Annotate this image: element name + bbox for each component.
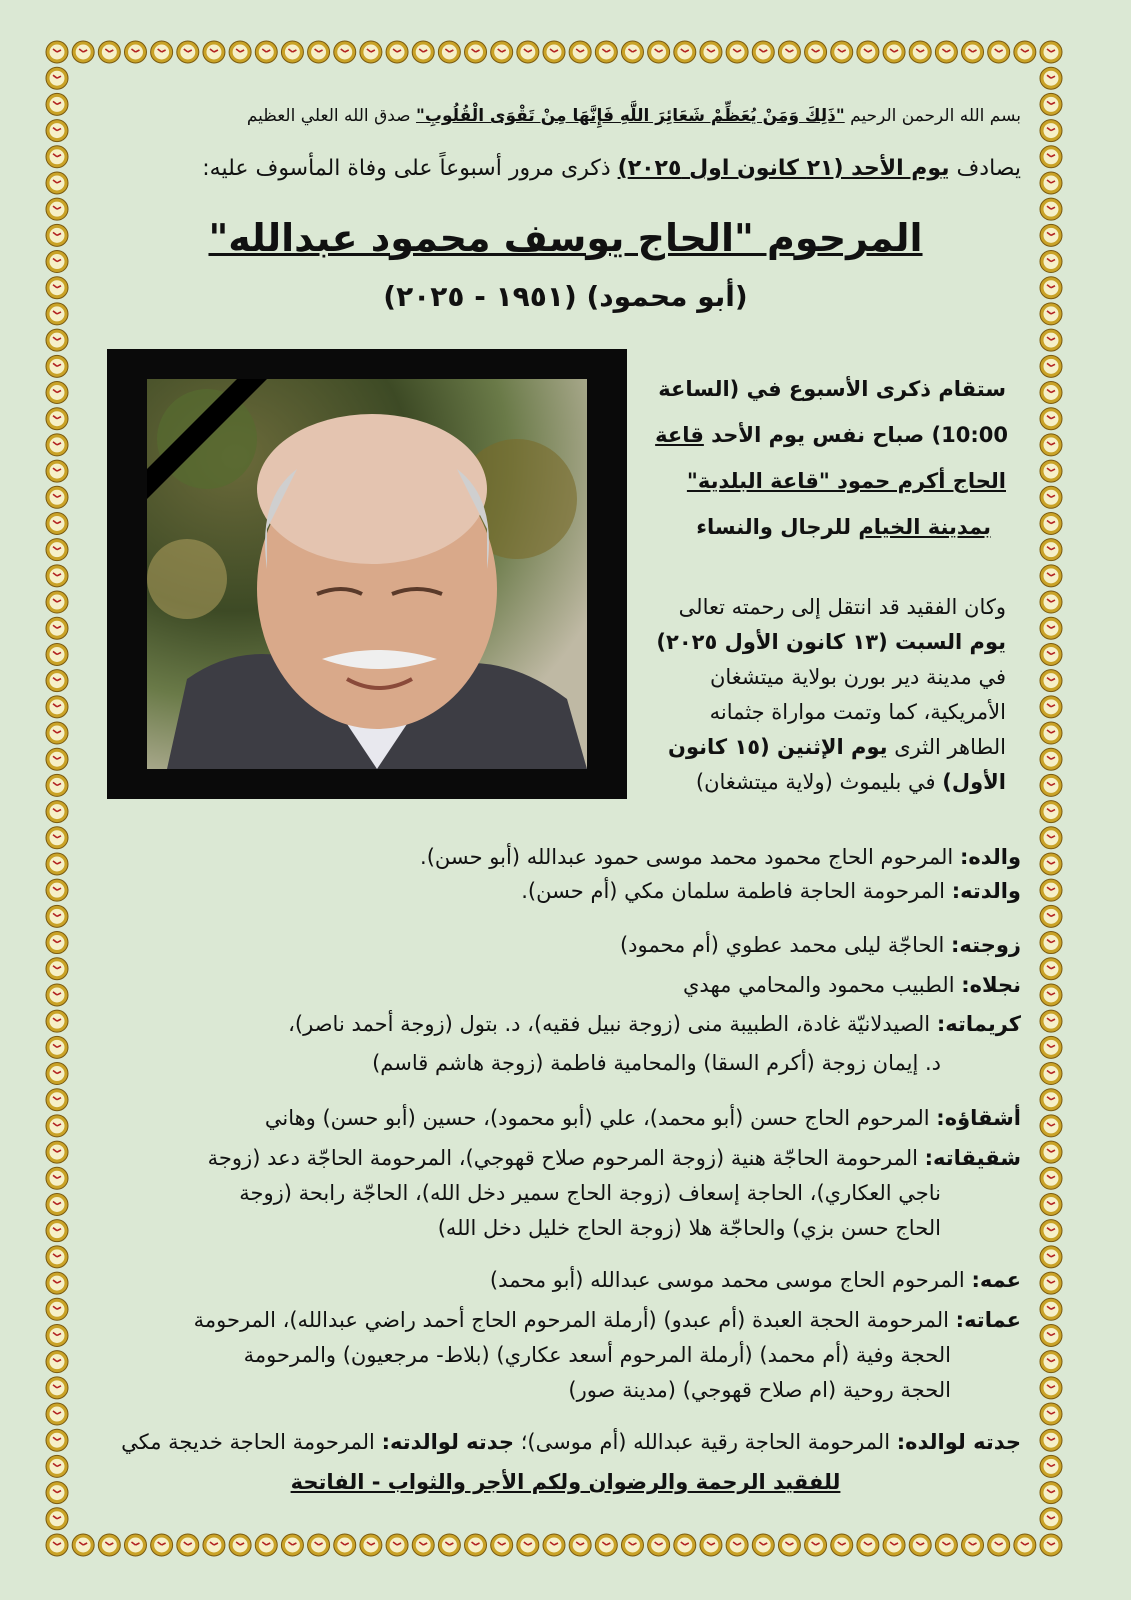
border-clock-icon: [1040, 1298, 1062, 1320]
border-clock-icon: [308, 1534, 330, 1556]
border-clock-icon: [46, 251, 68, 273]
death-line-4: الأمريكية، كما وتمت مواراة جثمانه: [709, 700, 1006, 724]
border-clock-icon: [1040, 1010, 1062, 1032]
border-clock-icon: [1040, 303, 1062, 325]
border-clock-icon: [46, 1403, 68, 1425]
border-clock-icon: [46, 565, 68, 587]
sisters-line-3: الحاج حسن بزي) والحاجّة هلا (زوجة الحاج خليل دخل الله): [437, 1216, 941, 1240]
border-clock-icon: [46, 408, 68, 430]
uncle-line: [100, 1268, 1021, 1292]
border-clock-icon: [1040, 1482, 1062, 1504]
border-clock-icon: [1040, 460, 1062, 482]
brothers: المرحوم الحاج حسن (أبو محمد)، علي (أبو محمود)، حسين (أبو حسن) وهاني: [264, 1106, 930, 1130]
border-clock-icon: [46, 1377, 68, 1399]
border-clock-icon: [46, 355, 68, 377]
border-clock-icon: [1040, 224, 1062, 246]
border-clock-icon: [46, 512, 68, 534]
border-clock-icon: [700, 1534, 722, 1556]
border-clock-icon: [1040, 67, 1062, 89]
border-clock-icon: [674, 41, 696, 63]
border-clock-icon: [1040, 93, 1062, 115]
border-clock-icon: [438, 1534, 460, 1556]
border-clock-icon: [1040, 1429, 1062, 1451]
border-clock-icon: [46, 1455, 68, 1477]
death-line-6: [626, 770, 1006, 794]
border-clock-icon: [988, 41, 1010, 63]
border-clock-icon: [935, 41, 957, 63]
border-clock-icon: [1040, 277, 1062, 299]
ceremony-hall: قاعة: [655, 423, 704, 447]
border-clock-icon: [46, 853, 68, 875]
mother: المرحومة الحاجة فاطمة سلمان مكي (أم حسن).: [521, 879, 946, 903]
border-clock-icon: [831, 1534, 853, 1556]
border-clock-icon: [1040, 905, 1062, 927]
border-clock-icon: [778, 41, 800, 63]
border-clock-icon: [674, 1534, 696, 1556]
father: المرحوم الحاج محمود محمد موسى حمود عبدالله (أبو حسن).: [420, 845, 954, 869]
border-clock-icon: [46, 486, 68, 508]
border-clock-icon: [46, 1167, 68, 1189]
border-clock-icon: [46, 198, 68, 220]
sisters-label: شقيقاته:: [924, 1146, 1021, 1170]
border-clock-icon: [46, 1246, 68, 1268]
border-clock-icon: [46, 1089, 68, 1111]
closing-prayer: للفقيد الرحمة والرضوان ولكم الأجر والثواب - الفاتحة: [290, 1470, 841, 1494]
border-clock-icon: [46, 1063, 68, 1085]
border-clock-icon: [1040, 1063, 1062, 1085]
border-clock-icon: [46, 1534, 68, 1556]
border-clock-icon: [1040, 1220, 1062, 1242]
border-clock-icon: [124, 1534, 146, 1556]
border-clock-icon: [962, 1534, 984, 1556]
border-clock-icon: [1040, 408, 1062, 430]
border-clock-icon: [1040, 512, 1062, 534]
border-clock-icon: [46, 146, 68, 168]
border-clock-icon: [177, 41, 199, 63]
border-clock-icon: [883, 1534, 905, 1556]
border-clock-icon: [962, 41, 984, 63]
ceremony-line-3: الحاج أكرم حمود "قاعة البلدية": [686, 469, 1006, 493]
border-clock-icon: [334, 41, 356, 63]
border-clock-icon: [726, 1534, 748, 1556]
border-clock-icon: [1040, 539, 1062, 561]
border-clock-icon: [46, 1036, 68, 1058]
border-clock-icon: [151, 1534, 173, 1556]
header-line: [100, 106, 1021, 126]
border-clock-icon: [203, 41, 225, 63]
border-clock-icon: [1040, 1115, 1062, 1137]
deceased-photo-frame: [107, 349, 627, 799]
border-clock-icon: [648, 41, 670, 63]
border-clock-icon: [569, 1534, 591, 1556]
border-clock-icon: [517, 41, 539, 63]
aunts-1: المرحومة الحجة العبدة (أم عبدو) (أرملة المرحوم الحاج أحمد راضي عبدالله)، المرحومة: [193, 1308, 949, 1332]
border-clock-icon: [46, 277, 68, 299]
basmala: بسم الله الرحمن الرحيم: [850, 106, 1021, 126]
daughters-label: كريماته:: [936, 1012, 1021, 1036]
grandmothers-line: [100, 1430, 1021, 1454]
occasion-post: ذكرى مرور أسبوعاً على وفاة المأسوف عليه:: [202, 156, 611, 181]
border-clock-icon: [491, 41, 513, 63]
burial-place: في بليموث (ولاية ميتشغان): [695, 770, 936, 794]
border-clock-icon: [1040, 1455, 1062, 1477]
death-line-3: في مدينة دير بورن بولاية ميتشغان: [709, 665, 1006, 689]
border-clock-icon: [203, 1534, 225, 1556]
uncle-label: عمه:: [971, 1268, 1021, 1292]
aunts-label: عماته:: [955, 1308, 1021, 1332]
border-clock-icon: [621, 41, 643, 63]
border-clock-icon: [46, 93, 68, 115]
border-clock-icon: [46, 905, 68, 927]
daughters-line-2: د. إيمان زوجة (أكرم السقا) والمحامية فاطمة (زوجة هاشم قاسم): [372, 1051, 941, 1075]
grandmother-mother-label: جدته لوالدته:: [381, 1430, 515, 1454]
ceremony-line-4: [611, 515, 991, 539]
border-clock-icon: [1040, 932, 1062, 954]
border-clock-icon: [491, 1534, 513, 1556]
border-clock-icon: [46, 643, 68, 665]
border-clock-icon: [857, 41, 879, 63]
border-clock-icon: [1040, 146, 1062, 168]
border-clock-icon: [281, 41, 303, 63]
brothers-line: [100, 1106, 1021, 1130]
border-clock-icon: [465, 1534, 487, 1556]
border-clock-icon: [308, 41, 330, 63]
border-clock-icon: [909, 41, 931, 63]
border-clock-icon: [46, 539, 68, 561]
border-clock-icon: [46, 303, 68, 325]
border-clock-icon: [1040, 1167, 1062, 1189]
border-clock-icon: [1040, 643, 1062, 665]
border-clock-icon: [334, 1534, 356, 1556]
border-clock-icon: [46, 617, 68, 639]
border-clock-icon: [1040, 1377, 1062, 1399]
border-clock-icon: [46, 434, 68, 456]
burial-date: يوم الإثنين (١٥ كانون: [668, 735, 888, 759]
ceremony-audience: للرجال والنساء: [696, 515, 852, 539]
border-clock-icon: [805, 1534, 827, 1556]
border-clock-icon: [1040, 670, 1062, 692]
border-clock-icon: [1040, 617, 1062, 639]
occasion-line: [100, 156, 1021, 181]
border-clock-icon: [46, 827, 68, 849]
wife: الحاجّة ليلى محمد عطوي (أم محمود): [619, 933, 945, 957]
border-clock-icon: [124, 41, 146, 63]
border-clock-icon: [98, 1534, 120, 1556]
border-clock-icon: [752, 41, 774, 63]
border-clock-icon: [883, 41, 905, 63]
border-clock-icon: [46, 722, 68, 744]
ceremony-time: 10:00) صباح نفس يوم الأحد: [711, 423, 1008, 447]
border-clock-icon: [1040, 774, 1062, 796]
deceased-name: المرحوم "الحاج يوسف محمود عبدالله": [208, 216, 923, 260]
mother-label: والدته:: [951, 879, 1021, 903]
border-clock-icon: [1040, 696, 1062, 718]
border-clock-icon: [1040, 591, 1062, 613]
border-clock-icon: [255, 41, 277, 63]
border-clock-icon: [752, 1534, 774, 1556]
border-clock-icon: [1040, 722, 1062, 744]
sadaqa: صدق الله العلي العظيم: [246, 106, 411, 126]
border-clock-icon: [46, 1508, 68, 1530]
wife-line: [100, 933, 1021, 957]
border-clock-icon: [1040, 486, 1062, 508]
border-clock-icon: [281, 1534, 303, 1556]
border-clock-icon: [46, 932, 68, 954]
border-clock-icon: [46, 224, 68, 246]
border-clock-icon: [46, 1220, 68, 1242]
death-line-2: يوم السبت (١٣ كانون الأول ٢٠٢٥): [656, 630, 1006, 654]
border-clock-icon: [1040, 1141, 1062, 1163]
father-line: [100, 845, 1021, 869]
border-clock-icon: [46, 984, 68, 1006]
border-clock-icon: [1040, 1089, 1062, 1111]
father-label: والده:: [959, 845, 1021, 869]
wife-label: زوجته:: [951, 933, 1021, 957]
border-clock-icon: [46, 460, 68, 482]
sisters-1: المرحومة الحاجّة هنية (زوجة المرحوم صلاح قهوجي)، المرحومة الحاجّة دعد (زوجة: [207, 1146, 918, 1170]
border-clock-icon: [46, 774, 68, 796]
sisters-line-1: [100, 1146, 1021, 1170]
border-clock-icon: [177, 1534, 199, 1556]
border-clock-icon: [1040, 984, 1062, 1006]
border-clock-icon: [1040, 1534, 1062, 1556]
border-clock-icon: [46, 748, 68, 770]
ceremony-line-2: [628, 423, 1008, 447]
border-clock-icon: [412, 41, 434, 63]
burial-date-end: الأول): [942, 770, 1006, 794]
border-clock-icon: [1040, 329, 1062, 351]
border-clock-icon: [831, 41, 853, 63]
border-clock-icon: [386, 1534, 408, 1556]
border-clock-icon: [465, 41, 487, 63]
border-clock-icon: [1040, 251, 1062, 273]
border-clock-icon: [1040, 172, 1062, 194]
border-clock-icon: [935, 1534, 957, 1556]
border-clock-icon: [1040, 1036, 1062, 1058]
border-clock-icon: [595, 1534, 617, 1556]
border-clock-icon: [360, 41, 382, 63]
border-clock-icon: [46, 670, 68, 692]
border-clock-icon: [1040, 827, 1062, 849]
border-clock-icon: [700, 41, 722, 63]
border-clock-icon: [1014, 41, 1036, 63]
border-clock-icon: [1040, 41, 1062, 63]
border-clock-icon: [151, 41, 173, 63]
border-clock-icon: [46, 382, 68, 404]
border-clock-icon: [46, 1482, 68, 1504]
border-clock-icon: [1014, 1534, 1036, 1556]
grandmother-mother: المرحومة الحاجة خديجة مكي: [121, 1430, 375, 1454]
border-clock-icon: [1040, 565, 1062, 587]
aunts-line-2: الحجة وفية (أم محمد) (أرملة المرحوم أسعد عكاري) (بلاط- مرجعيون) والمرحومة: [243, 1343, 951, 1367]
border-clock-icon: [805, 41, 827, 63]
border-clock-icon: [46, 1272, 68, 1294]
border-clock-icon: [46, 1010, 68, 1032]
border-clock-icon: [46, 41, 68, 63]
border-clock-icon: [46, 1193, 68, 1215]
border-clock-icon: [438, 41, 460, 63]
border-clock-icon: [1040, 1508, 1062, 1530]
border-clock-icon: [46, 696, 68, 718]
border-clock-icon: [1040, 1351, 1062, 1373]
deceased-photo: [147, 379, 587, 769]
occasion-date: يوم الأحد (٢١ كانون اول ٢٠٢٥): [617, 156, 950, 181]
border-clock-icon: [46, 1298, 68, 1320]
border-clock-icon: [46, 67, 68, 89]
border-clock-icon: [1040, 1193, 1062, 1215]
border-clock-icon: [72, 41, 94, 63]
border-clock-icon: [1040, 355, 1062, 377]
border-clock-icon: [46, 1324, 68, 1346]
border-clock-icon: [1040, 120, 1062, 142]
sons-label: نجلاه:: [961, 973, 1021, 997]
border-clock-icon: [1040, 434, 1062, 456]
border-clock-icon: [46, 591, 68, 613]
border-clock-icon: [621, 1534, 643, 1556]
border-clock-icon: [1040, 853, 1062, 875]
border-clock-icon: [46, 172, 68, 194]
border-clock-icon: [255, 1534, 277, 1556]
border-clock-icon: [909, 1534, 931, 1556]
quran-verse: "ذَلِكَ وَمَنْ يُعَظِّمْ شَعَائِرَ اللَّهِ فَإِنَّهَا مِنْ تَقْوَى الْقُلُوبِ": [416, 106, 845, 126]
border-clock-icon: [1040, 1246, 1062, 1268]
border-clock-icon: [988, 1534, 1010, 1556]
ceremony-line-1: ستقام ذكرى الأسبوع في (الساعة: [658, 377, 1006, 401]
border-clock-icon: [360, 1534, 382, 1556]
border-clock-icon: [46, 958, 68, 980]
border-clock-icon: [543, 1534, 565, 1556]
daughters-line-1: [100, 1012, 1021, 1036]
sons-line: [100, 973, 1021, 997]
aunts-line-1: [100, 1308, 1021, 1332]
brothers-label: أشقاؤه:: [936, 1106, 1021, 1130]
border-clock-icon: [1040, 801, 1062, 823]
border-clock-icon: [412, 1534, 434, 1556]
border-clock-icon: [1040, 1324, 1062, 1346]
sons: الطبيب محمود والمحامي مهدي: [683, 973, 955, 997]
border-clock-icon: [46, 1115, 68, 1137]
border-clock-icon: [1040, 879, 1062, 901]
border-clock-icon: [517, 1534, 539, 1556]
border-clock-icon: [46, 329, 68, 351]
death-line-1: وكان الفقيد قد انتقل إلى رحمته تعالى: [678, 595, 1006, 619]
border-clock-icon: [229, 1534, 251, 1556]
border-clock-icon: [1040, 198, 1062, 220]
border-clock-icon: [1040, 748, 1062, 770]
border-clock-icon: [46, 1141, 68, 1163]
death-line-5-pre: الطاهر الثرى: [894, 735, 1006, 759]
border-clock-icon: [46, 1351, 68, 1373]
grandmother-father: المرحومة الحاجة رقية عبدالله (أم موسى)؛: [520, 1430, 891, 1454]
ceremony-city: بمدينة الخيام: [858, 515, 991, 539]
border-clock-icon: [46, 120, 68, 142]
sisters-line-2: ناجي العكاري)، الحاجة إسعاف (زوجة الحاج سمير دخل الله)، الحاجّة رابحة (زوجة: [239, 1181, 941, 1205]
grandmother-father-label: جدته لوالده:: [896, 1430, 1021, 1454]
border-clock-icon: [778, 1534, 800, 1556]
border-clock-icon: [1040, 958, 1062, 980]
border-clock-icon: [72, 1534, 94, 1556]
mother-line: [100, 879, 1021, 903]
border-clock-icon: [543, 41, 565, 63]
border-clock-icon: [595, 41, 617, 63]
border-clock-icon: [1040, 382, 1062, 404]
border-clock-icon: [46, 879, 68, 901]
border-clock-icon: [229, 41, 251, 63]
border-clock-icon: [46, 1429, 68, 1451]
death-line-5: [626, 735, 1006, 759]
border-clock-icon: [386, 41, 408, 63]
daughters-1: الصيدلانيّة غادة، الطبيبة منى (زوجة نبيل فقيه)، د. بتول (زوجة أحمد ناصر)،: [288, 1012, 931, 1036]
border-clock-icon: [1040, 1272, 1062, 1294]
uncle: المرحوم الحاج موسى محمد موسى عبدالله (أبو محمد): [489, 1268, 965, 1292]
border-clock-icon: [1040, 1403, 1062, 1425]
border-clock-icon: [857, 1534, 879, 1556]
border-clock-icon: [98, 41, 120, 63]
border-clock-icon: [46, 801, 68, 823]
border-clock-icon: [726, 41, 748, 63]
deceased-nickname-years: (أبو محمود) (١٩٥١ - ٢٠٢٥): [383, 280, 748, 313]
aunts-line-3: الحجة روحية (ام صلاح قهوجي) (مدينة صور): [568, 1378, 951, 1402]
border-clock-icon: [648, 1534, 670, 1556]
border-clock-icon: [569, 41, 591, 63]
occasion-pre: يصادف: [956, 156, 1021, 181]
